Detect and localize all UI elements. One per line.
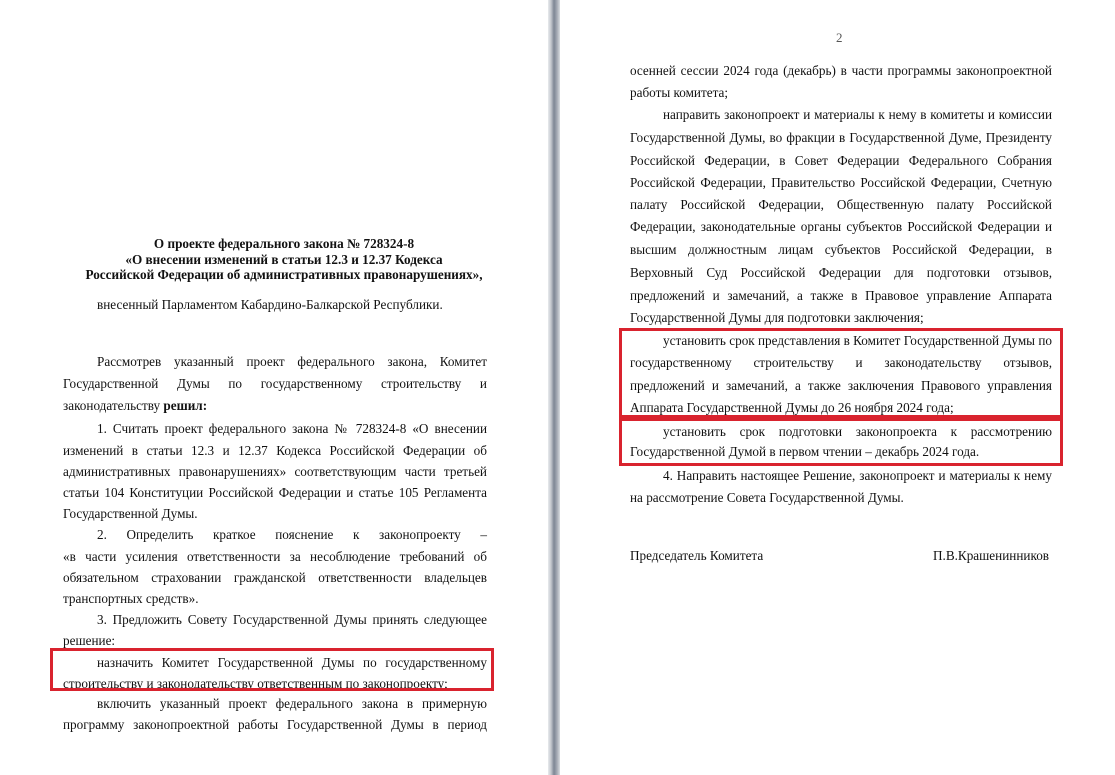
body-line: на рассмотрение Совета Государственной Думы. — [630, 490, 904, 505]
body-line: работы комитета; — [630, 85, 729, 100]
body-line: Российской Федерации, в Совет Федерации Федерального Собрания — [630, 153, 1052, 168]
body-line: высшим должностным лицам субъектов Российской Федерации, в — [630, 242, 1052, 257]
body-line: государственному строительству и законодательству отзывов, — [630, 355, 1052, 370]
body-line: Рассмотрев указанный проект федерального закона, Комитет — [97, 354, 487, 369]
signature-position: Председатель Комитета — [630, 548, 764, 563]
submitted-by: внесенный Парламентом Кабардино-Балкарской Республики. — [97, 297, 443, 312]
body-line: установить срок подготовки законопроекта к рассмотрению — [663, 424, 1052, 439]
body-line: Федерации, законодательные органы субъектов Российской Федерации и — [630, 219, 1052, 234]
document-page-2 — [560, 0, 1115, 775]
body-line: предложений и замечаний, а также заключения Правового управления — [630, 378, 1052, 393]
body-line: палату Российской Федерации, Общественную палату Российской — [630, 197, 1052, 212]
body-line: направить законопроект и материалы к нему в комитеты и комиссии — [663, 107, 1052, 122]
body-line — [63, 395, 207, 416]
body-line-text: законодательству — [63, 398, 161, 413]
highlight-box — [619, 328, 1063, 418]
body-line: Государственной Думы для подготовки заключения; — [630, 310, 924, 325]
bill-title-line-2: «О внесении изменений в статьи 12.3 и 12.37 Кодекса — [125, 252, 443, 267]
signature-name: П.В.Крашенинников — [933, 548, 1050, 563]
body-line: Российской Федерации, Правительство Российской Федерации, Счетную — [630, 175, 1052, 190]
body-line: программу законопроектной работы Государственной Думы в период — [63, 717, 487, 732]
body-line: 4. Направить настоящее Решение, законопроект и материалы к нему — [663, 468, 1052, 483]
body-line: Аппарата Государственной Думы до 26 ноября 2024 года; — [630, 400, 954, 415]
body-line: Государственной Думой в первом чтении – декабрь 2024 года. — [630, 444, 980, 459]
body-line: административных правонарушениях» соответствующим части третьей — [63, 464, 487, 479]
page-number: 2 — [836, 30, 843, 45]
highlight-box — [50, 648, 494, 691]
body-line: предложений и замечаний, а также в Правовое управление Аппарата — [630, 288, 1052, 303]
body-line: Государственной Думы по государственному строительству и — [63, 376, 487, 391]
document-page-1 — [0, 0, 548, 775]
page-gutter — [548, 0, 560, 775]
bill-title-line-3: Российской Федерации об административных правонарушениях», — [85, 267, 483, 282]
body-line: строительству и законодательству ответственным по законопроекту; — [63, 676, 448, 691]
body-line: установить срок представления в Комитет Государственной Думы по — [663, 333, 1052, 348]
body-line: решение: — [63, 633, 116, 648]
bill-title-line-1: О проекте федерального закона № 728324-8 — [153, 236, 415, 251]
body-line: «в части усиления ответственности за несоблюдение требований об — [63, 549, 487, 564]
body-line: изменений в статьи 12.3 и 12.37 Кодекса Российской Федерации об — [63, 443, 487, 458]
body-line: Верховный Суд Российской Федерации для подготовки отзывов, — [630, 265, 1052, 280]
body-line: Государственной Думы, во фракции в Государственной Думе, Президенту — [630, 130, 1052, 145]
body-line: назначить Комитет Государственной Думы по государственному — [97, 655, 487, 670]
body-line: транспортных средств». — [63, 591, 199, 606]
body-line: статьи 104 Конституции Российской Федерации и статье 105 Регламента — [63, 485, 487, 500]
body-line: 1. Считать проект федерального закона № 728324-8 «О внесении — [97, 421, 487, 436]
body-line: Государственной Думы. — [63, 506, 198, 521]
body-line: 2. Определить краткое пояснение к законопроекту – — [97, 527, 487, 542]
body-line: включить указанный проект федерального закона в примерную — [97, 696, 487, 711]
highlight-box — [619, 418, 1063, 466]
body-line: осенней сессии 2024 года (декабрь) в части программы законопроектной — [630, 63, 1052, 78]
body-line: 3. Предложить Совету Государственной Думы принять следующее — [97, 612, 487, 627]
decided-word: решил: — [163, 398, 208, 413]
body-line: обязательном страховании гражданской ответственности владельцев — [63, 570, 487, 585]
